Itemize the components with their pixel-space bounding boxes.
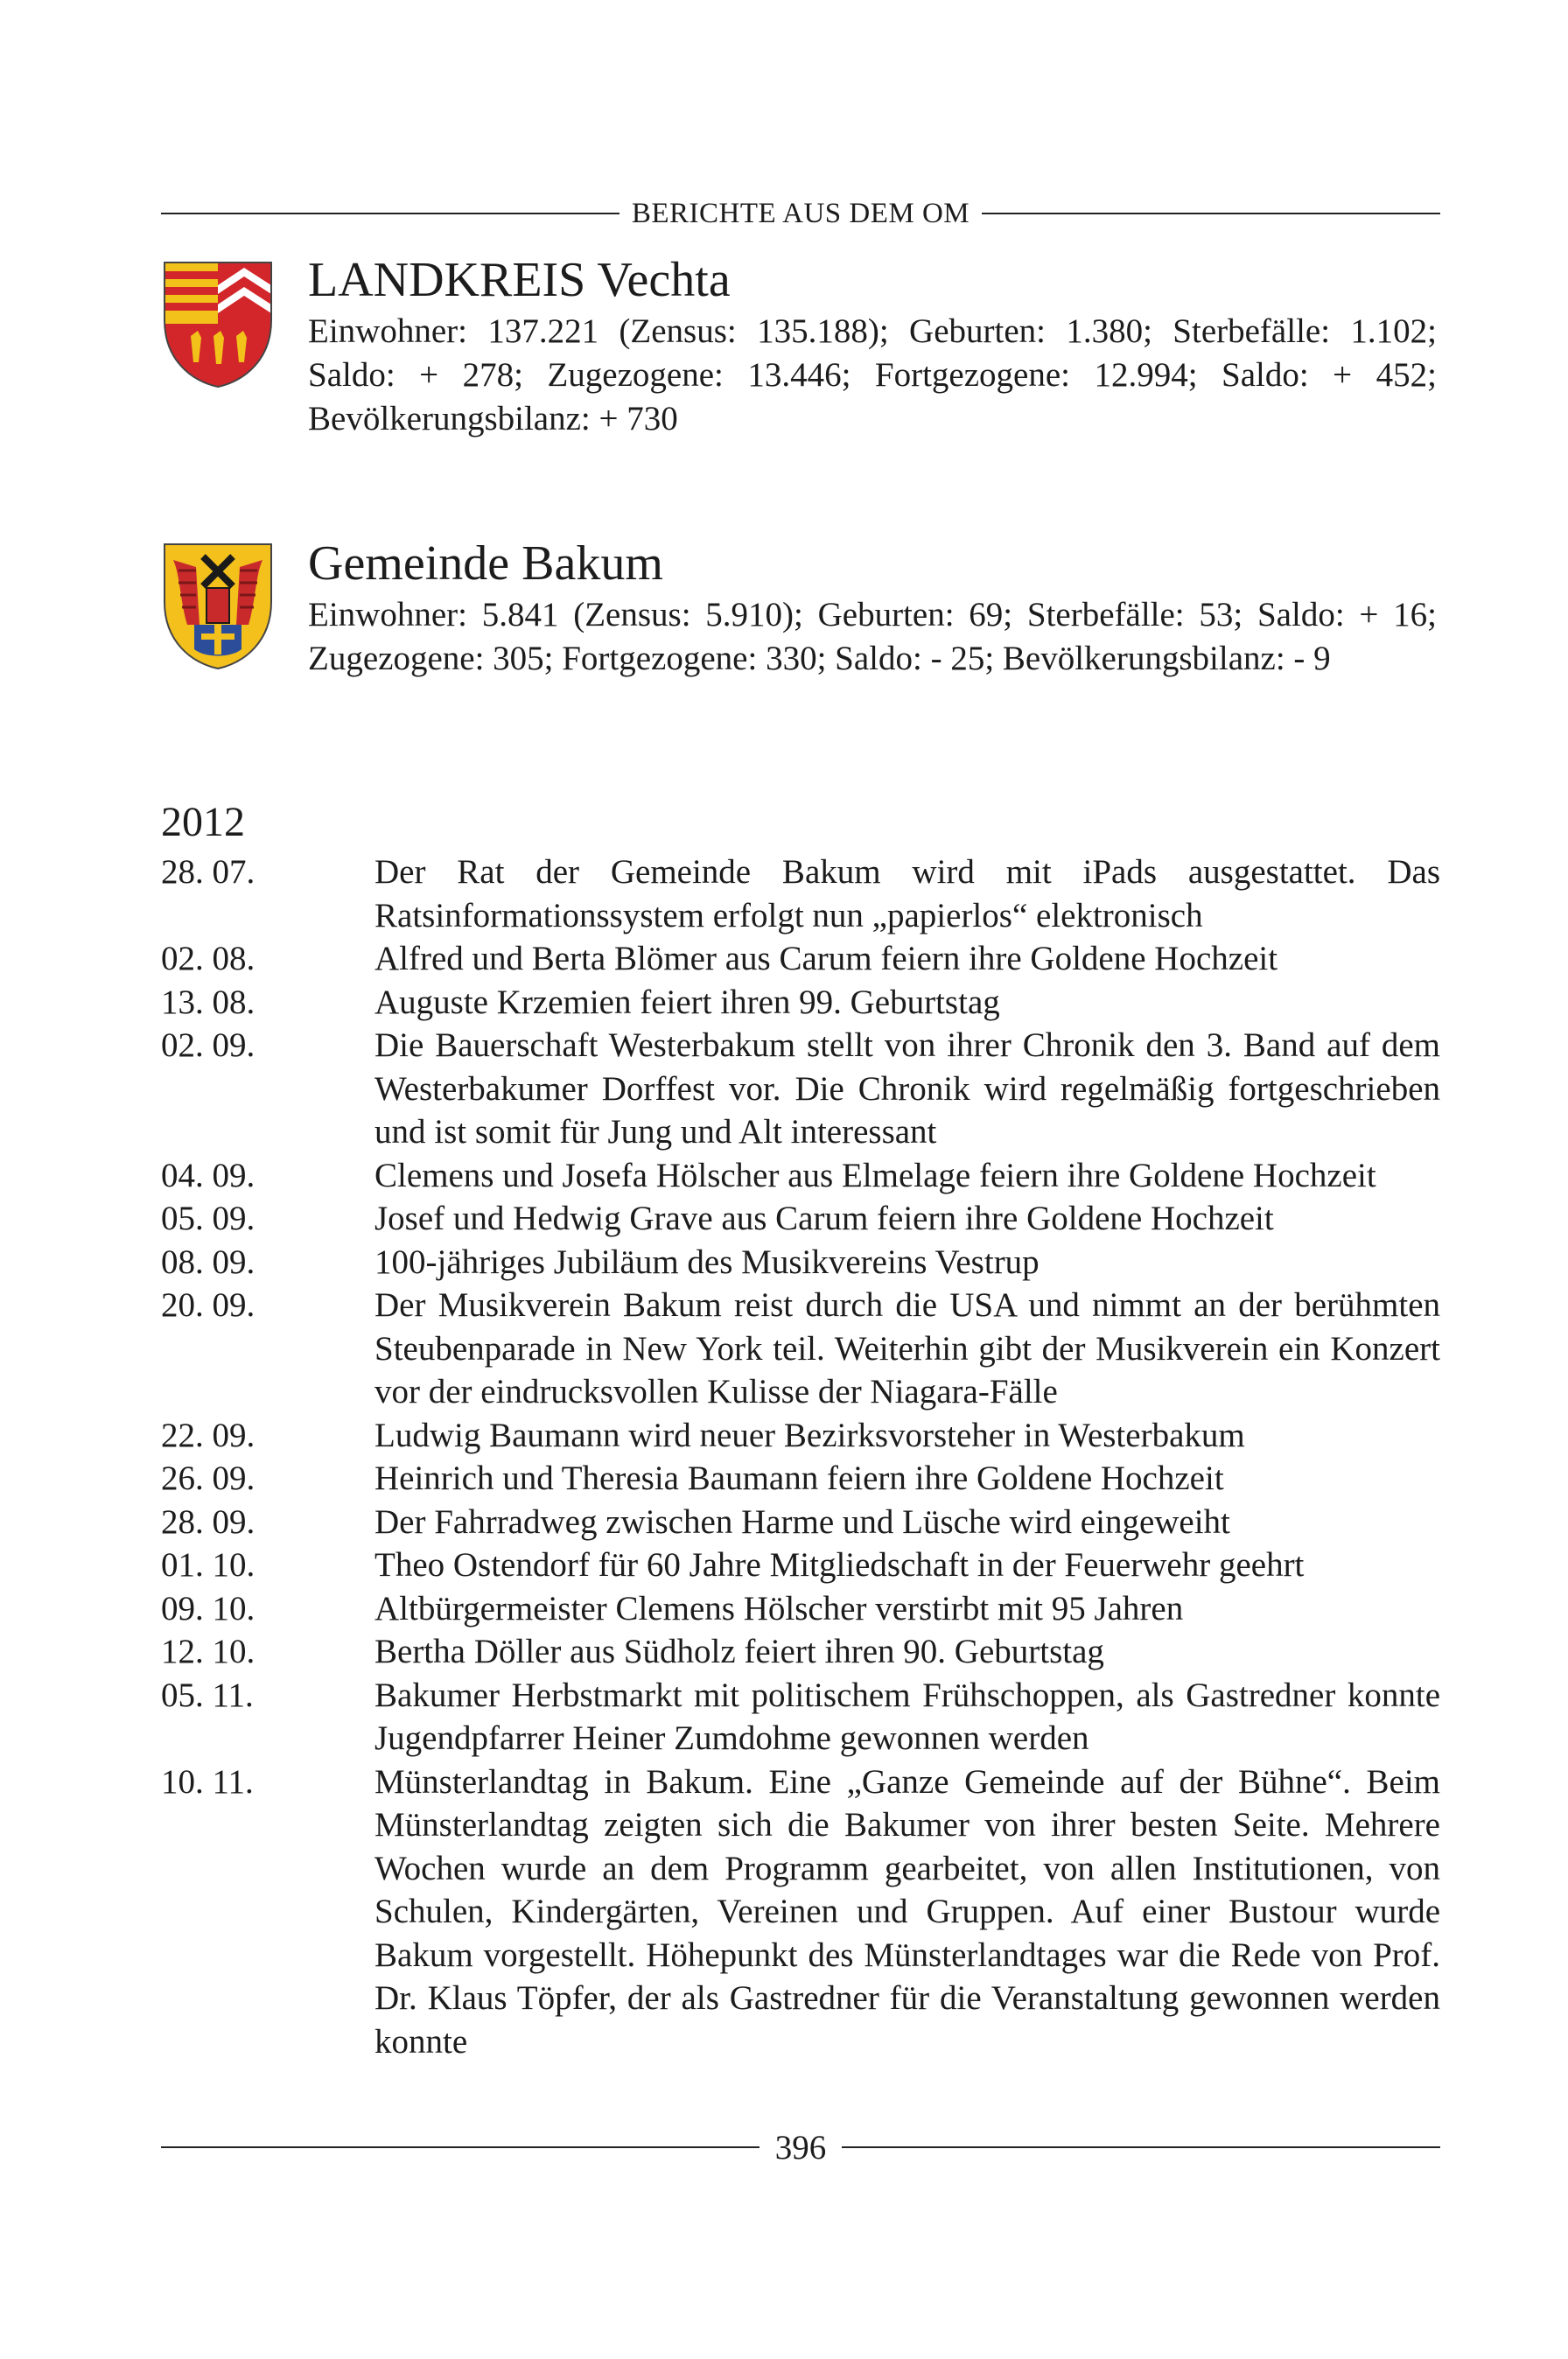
entry-date: 26. 09. bbox=[161, 1460, 256, 1497]
running-header bbox=[161, 194, 1440, 233]
chronicle-entry bbox=[161, 1760, 1440, 2064]
chronicle-entry bbox=[161, 1197, 1440, 1241]
chronicle-entry bbox=[161, 1241, 1440, 1284]
entry-text: Clemens und Josefa Hölscher aus Elmelage feiern ihre Goldene Hochzeit bbox=[374, 1156, 1376, 1194]
entry-date: 05. 11. bbox=[161, 1676, 254, 1714]
entry-text: Heinrich und Theresia Baumann feiern ihre Goldene Hochzeit bbox=[374, 1460, 1224, 1497]
chronicle-entry bbox=[161, 1284, 1440, 1414]
entry-text: 100-jähriges Jubiläum des Musikvereins Vestrup bbox=[374, 1242, 1040, 1281]
entry-date: 05. 09. bbox=[161, 1200, 256, 1237]
entry-text: Bakumer Herbstmarkt mit politischem Frühschoppen, als Gastredner konnte Jugendpfarrer Heiner Zumdohme gewonnen werden bbox=[374, 1676, 1440, 1757]
chronicle-list bbox=[161, 850, 1440, 2063]
entry-date: 09. 10. bbox=[161, 1589, 256, 1628]
footer-rule-right bbox=[842, 2146, 1440, 2148]
chronicle-entry bbox=[161, 1024, 1440, 1154]
chronicle-entry bbox=[161, 1544, 1440, 1587]
header-rule-right bbox=[982, 213, 1440, 214]
entry-date: 08. 09. bbox=[161, 1242, 256, 1281]
chronicle-entry bbox=[161, 1674, 1440, 1760]
entry-date: 20. 09. bbox=[161, 1286, 256, 1324]
header-rule-left bbox=[161, 213, 620, 214]
entry-text: Ludwig Baumann wird neuer Bezirksvorsteher in Westerbakum bbox=[374, 1416, 1245, 1454]
chronicle-entry bbox=[161, 1630, 1440, 1674]
entry-text: Der Fahrradweg zwischen Harme und Lüsche wird eingeweiht bbox=[374, 1502, 1230, 1541]
chronicle-entry bbox=[161, 850, 1440, 937]
entry-text: Der Rat der Gemeinde Bakum wird mit iPads ausgestattet. Das Ratsinformationssystem erfolgt nun „papierlos“ elektronisch bbox=[374, 853, 1440, 934]
entry-date: 12. 10. bbox=[161, 1633, 256, 1670]
entry-text: Bertha Döller aus Südholz feiert ihren 90. Geburtstag bbox=[374, 1633, 1104, 1670]
entry-text: Josef und Hedwig Grave aus Carum feiern ihre Goldene Hochzeit bbox=[374, 1200, 1274, 1237]
entry-date: 13. 08. bbox=[161, 983, 256, 1021]
entry-date: 02. 09. bbox=[161, 1026, 256, 1064]
entry-date: 02. 08. bbox=[161, 940, 256, 977]
chronicle-entry bbox=[161, 981, 1440, 1025]
footer-rule-left bbox=[161, 2146, 760, 2148]
running-title: BERICHTE AUS DEM OM bbox=[631, 197, 970, 229]
page-number: 396 bbox=[774, 2128, 827, 2166]
entry-text: Theo Ostendorf für 60 Jahre Mitgliedschaft in der Feuerwehr geehrt bbox=[374, 1546, 1305, 1584]
population-stats: Einwohner: 137.221 (Zensus: 135.188); Geburten: 1.380; Sterbefälle: 1.102; Saldo: + 278; Zugezogene: 13.446; Fortgezogene: 12.994; Saldo: + 452; Bevölkerungsbilanz: + 730 bbox=[308, 312, 1437, 438]
entry-date: 22. 09. bbox=[161, 1416, 256, 1454]
entry-text: Alfred und Berta Blömer aus Carum feiern ihre Goldene Hochzeit bbox=[374, 940, 1278, 977]
chronicle-entry bbox=[161, 1501, 1440, 1544]
chronicle-year: 2012 bbox=[161, 799, 245, 845]
entry-date: 04. 09. bbox=[161, 1156, 256, 1194]
section-title: Gemeinde Bakum bbox=[308, 536, 663, 591]
chronicle-entry bbox=[161, 1457, 1440, 1501]
vechta-coat-of-arms-icon bbox=[161, 259, 275, 390]
entry-text: Die Bauerschaft Westerbakum stellt von ihrer Chronik den 3. Band auf dem Westerbakumer Dorffest vor. Die Chronik wird regelmäßig fortgeschrieben und ist somit für Jung und Alt interessant bbox=[374, 1026, 1440, 1151]
chronicle-entry bbox=[161, 937, 1440, 981]
chronicle-entry bbox=[161, 1587, 1440, 1631]
entry-text: Der Musikverein Bakum reist durch die USA und nimmt an der berühmten Steubenparade in New York teil. Weiterhin gibt der Musikverein ein Konzert vor der eindrucksvollen Kulisse der Niagara-Fälle bbox=[374, 1286, 1440, 1410]
entry-text: Altbürgermeister Clemens Hölscher verstirbt mit 95 Jahren bbox=[374, 1589, 1184, 1628]
entry-date: 10. 11. bbox=[161, 1762, 254, 1801]
entry-text: Auguste Krzemien feiert ihren 99. Geburtstag bbox=[374, 983, 1000, 1021]
chronicle-entry bbox=[161, 1414, 1440, 1458]
entry-date: 01. 10. bbox=[161, 1546, 256, 1584]
bakum-coat-of-arms-icon bbox=[161, 541, 275, 672]
page-footer bbox=[161, 2126, 1440, 2168]
entry-date: 28. 07. bbox=[161, 853, 256, 891]
section-gemeinde-bakum bbox=[161, 536, 1440, 728]
chronicle-entry bbox=[161, 1154, 1440, 1198]
section-landkreis-vechta bbox=[161, 252, 1440, 444]
section-title: LANDKREIS Vechta bbox=[308, 253, 731, 307]
entry-date: 28. 09. bbox=[161, 1502, 256, 1541]
entry-text: Münsterlandtag in Bakum. Eine „Ganze Gemeinde auf der Bühne“. Beim Münsterlandtag zeigten sich die Bakumer von ihrer besten Seite. Mehrere Wochen wurde an dem Programm gearbeitet, von allen Institutionen, von Schulen, Kindergärten, Vereinen und Gruppen. Auf einer Bustour wurde Bakum vorgestellt. Höhepunkt des Münsterlandtages war die Rede von Prof. Dr. Klaus Töpfer, der als Gastredner für die Veranstaltung gewonnen werden konnte bbox=[374, 1762, 1440, 2061]
population-stats: Einwohner: 5.841 (Zensus: 5.910); Geburten: 69; Sterbefälle: 53; Saldo: + 16; Zugezogene: 305; Fortgezogene: 330; Saldo: - 25; Bevölkerungsbilanz: - 9 bbox=[308, 596, 1437, 677]
